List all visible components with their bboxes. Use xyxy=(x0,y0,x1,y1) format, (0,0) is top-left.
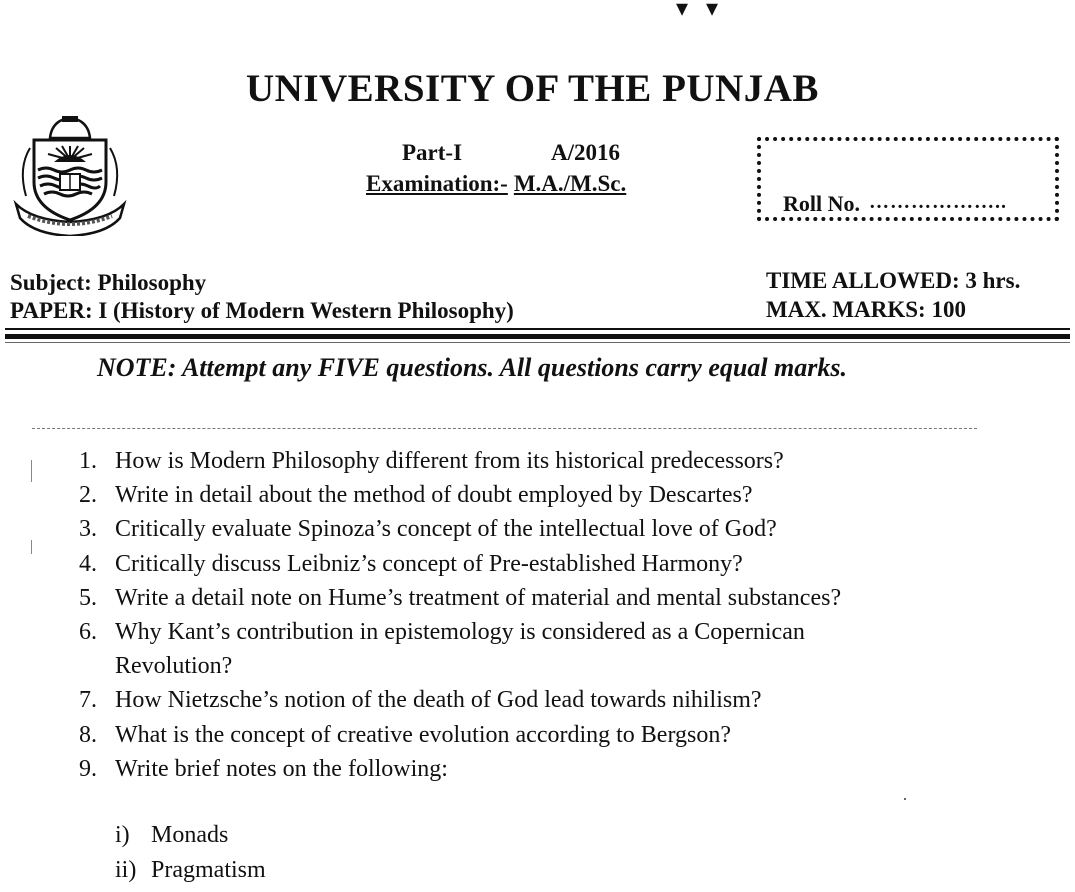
header-rule-thin xyxy=(5,328,1070,330)
roll-number-field[interactable]: ……………….. xyxy=(869,191,1007,213)
question-text: How Nietzsche’s notion of the death of God lead towards nihilism? xyxy=(115,687,762,714)
divider-line xyxy=(32,428,977,429)
exam-part: Part-I xyxy=(402,140,463,165)
question-text: Write in detail about the method of doubt employed by Descartes? xyxy=(115,482,753,509)
question-number: 8. xyxy=(79,721,97,748)
examination-value: M.A./M.Sc. xyxy=(513,171,627,196)
sub-item-list xyxy=(115,818,266,887)
university-crest-icon xyxy=(12,108,128,236)
exam-session: A/2016 xyxy=(551,140,620,165)
examination-line xyxy=(366,171,626,197)
roll-number-label: Roll No. xyxy=(783,191,860,216)
header-rule-hairline xyxy=(5,342,1070,343)
question-text: What is the concept of creative evolution according to Bergson? xyxy=(115,721,732,748)
sub-item-number: ii) xyxy=(115,856,137,883)
question-text: Why Kant’s contribution in epistemology is considered as a Copernican xyxy=(115,619,805,646)
question-item xyxy=(79,718,841,752)
question-number: 7. xyxy=(79,687,97,714)
sub-item xyxy=(115,818,266,853)
question-text: Critically evaluate Spinoza’s concept of the intellectual love of God? xyxy=(115,516,777,543)
question-number: 6. xyxy=(79,619,97,646)
question-item xyxy=(79,752,841,786)
question-text: Critically discuss Leibniz’s concept of Pre-established Harmony? xyxy=(115,550,743,577)
question-text: How is Modern Philosophy different from its historical predecessors? xyxy=(115,448,784,474)
question-item xyxy=(79,683,841,717)
sub-item xyxy=(115,853,266,888)
scan-speck xyxy=(904,798,906,800)
instructions-note: NOTE: Attempt any FIVE questions. All questions carry equal marks. xyxy=(97,353,848,382)
time-allowed: TIME ALLOWED: 3 hrs. xyxy=(766,268,1021,293)
examination-label: Examination:- xyxy=(366,171,508,196)
top-punch-marks: ▾▾ xyxy=(676,0,737,22)
question-list xyxy=(79,444,841,786)
question-item xyxy=(79,615,841,683)
question-item xyxy=(79,478,841,512)
question-item xyxy=(79,547,841,581)
question-item xyxy=(79,581,841,615)
question-text: Write brief notes on the following: xyxy=(115,755,448,782)
paper-line: PAPER: I (History of Modern Western Philosophy) xyxy=(10,298,514,323)
sub-item-number: i) xyxy=(115,822,130,848)
question-item xyxy=(79,512,841,546)
question-number: 4. xyxy=(79,550,97,577)
question-number: 9. xyxy=(79,755,97,782)
scan-mark xyxy=(31,540,32,554)
question-number: 2. xyxy=(79,482,97,509)
sub-item-text: Monads xyxy=(151,822,229,848)
question-number: 5. xyxy=(79,584,97,611)
sub-item-text: Pragmatism xyxy=(151,856,266,883)
header-rule-thick xyxy=(5,334,1070,339)
question-number: 3. xyxy=(79,516,97,543)
roll-number-box[interactable] xyxy=(757,137,1059,221)
max-marks: MAX. MARKS: 100 xyxy=(766,297,966,322)
scan-mark xyxy=(31,460,32,482)
question-number: 1. xyxy=(79,448,97,474)
subject-line: Subject: Philosophy xyxy=(10,270,207,295)
university-title: UNIVERSITY OF THE PUNJAB xyxy=(246,67,819,110)
question-item xyxy=(79,444,841,478)
question-text: Write a detail note on Hume’s treatment of material and mental substances? xyxy=(115,584,842,611)
question-continuation: Revolution? xyxy=(115,653,233,680)
